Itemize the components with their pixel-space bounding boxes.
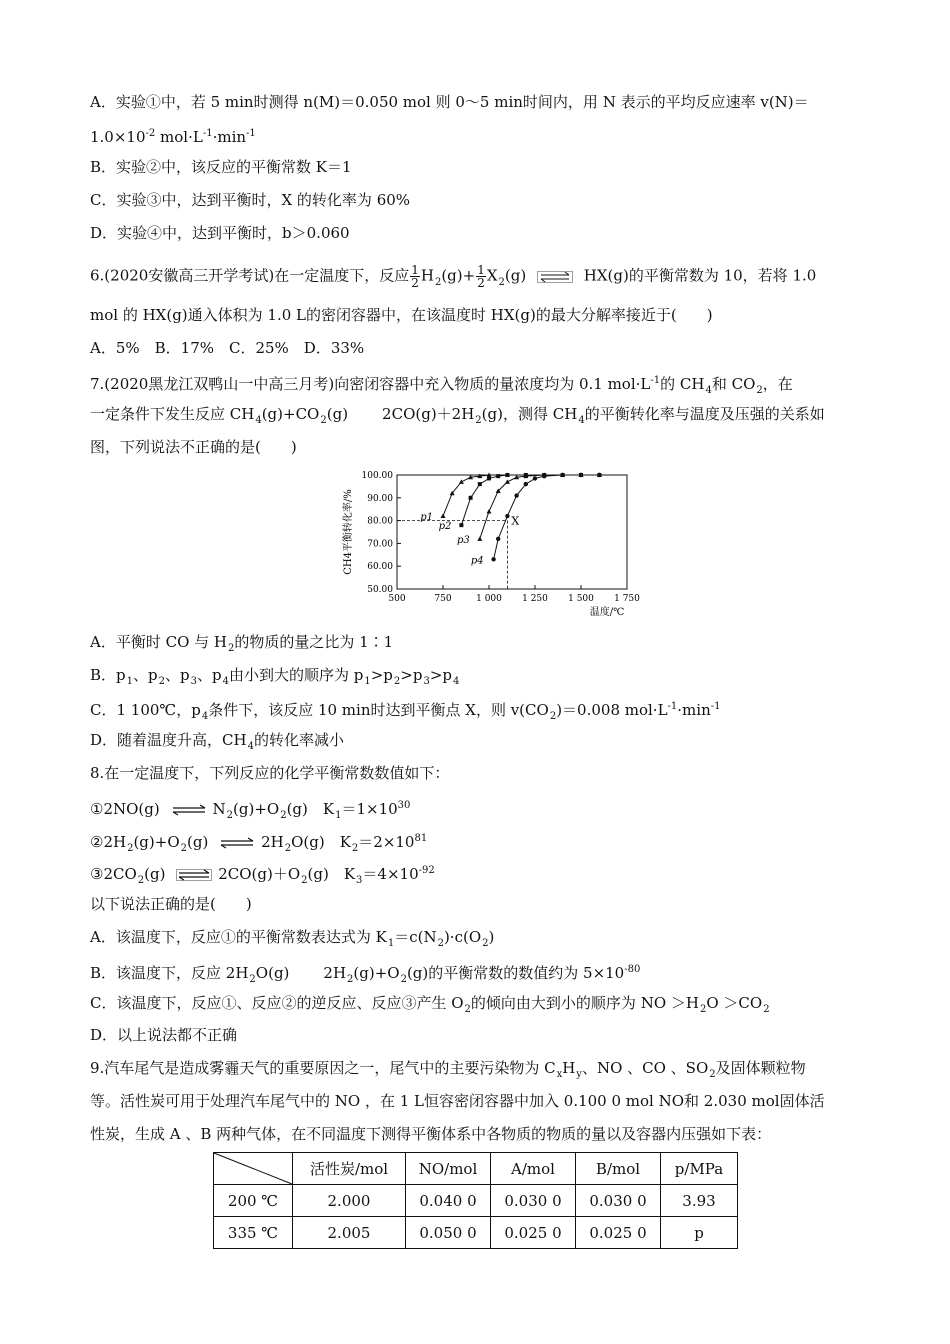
q5-option-a-line2: $1.0\times 10^{-2}$ $mol\cdot L^{-1}\cdot\min^{-1}$ bbox=[90, 128, 256, 146]
series-line-p3 bbox=[480, 475, 600, 539]
y-axis-label: CH4平衡转化率/% bbox=[343, 489, 354, 575]
q9-stem-line1: 9.汽车尾气是造成雾霾天气的重要原因之一，尾气中的主要污染物为 $C_xH_y$、NO 、CO 、$SO_2$及固体颗粒物 bbox=[90, 1059, 806, 1080]
data-point bbox=[505, 479, 510, 484]
data-point bbox=[533, 476, 537, 480]
q8-option-a: A．该温度下，反应①的平衡常数表达式为 $K_1=c(N_2)\cdot c(O_2)$ bbox=[90, 928, 495, 949]
data-point bbox=[524, 482, 528, 486]
y-tick-label: 50.00 bbox=[367, 585, 393, 595]
y-tick-label: 70.00 bbox=[367, 539, 393, 550]
y-tick-label: 90.00 bbox=[367, 493, 393, 504]
conversion-chart bbox=[337, 467, 640, 618]
data-point bbox=[560, 473, 564, 477]
x-tick-label: 1 000 bbox=[476, 594, 502, 604]
diagonal-header-cell bbox=[214, 1153, 293, 1185]
x-tick-label: 1 250 bbox=[522, 594, 548, 604]
data-point bbox=[487, 509, 492, 513]
q6-options: A．5% B．17% C．25% D．33% bbox=[90, 339, 365, 357]
q7-stem-line1: 7.(2020黑龙江双鸭山一中高三月考)向密闭容器中充入物质的量浓度均为 0.1 $mol\cdot L^{-1}$的 $CH_4$和 $CO_2$，在 bbox=[90, 375, 793, 396]
data-point bbox=[542, 474, 546, 478]
data-point bbox=[487, 476, 491, 480]
table-row bbox=[214, 1185, 738, 1217]
y-tick-label: 80.00 bbox=[367, 516, 393, 527]
y-tick-label: 60.00 bbox=[367, 562, 393, 573]
table-cell: 2.005 bbox=[293, 1217, 406, 1249]
equilibrium-arrow-icon bbox=[171, 804, 207, 816]
q7-option-b: B．$p_1$、$p_2$、$p_3$、$p_4$由小到大的顺序为 $p_1>p_2>p_3>p_4$ bbox=[90, 666, 460, 687]
data-point bbox=[491, 557, 495, 561]
q8-stem: 8.在一定温度下，下列反应的化学平衡常数数值如下： bbox=[90, 764, 450, 782]
q8-option-d: D．以上说法都不正确 bbox=[90, 1026, 238, 1044]
data-point bbox=[459, 479, 464, 484]
q5-option-b: B．实验②中，该反应的平衡常数 K＝1 bbox=[90, 158, 352, 176]
table-cell: 3.93 bbox=[661, 1185, 738, 1217]
q8-reaction-3: $③2CO_2(g)$ $2CO(g)+O_2(g)$ $K_3=4\times 10^{-92}$ bbox=[90, 865, 435, 886]
data-point bbox=[496, 474, 500, 478]
row-label: 200 ℃ bbox=[214, 1185, 293, 1217]
q7-option-a: A．平衡时 CO 与 $H_2$的物质的量之比为 1∶1 bbox=[90, 633, 394, 654]
x-axis-label: 温度/℃ bbox=[589, 607, 625, 618]
q7-stem-line2: 一定条件下发生反应 $CH_4(g)+CO_2(g)$ $2CO(g)+2H_2(g)$，测得 $CH_4$的平衡转化率与温度及压强的关系如 bbox=[90, 405, 825, 426]
data-point bbox=[514, 493, 518, 497]
q7-stem-line3: 图，下列说法不正确的是( ) bbox=[90, 438, 297, 456]
q6-stem-line2: mol 的 HX(g)通入体积为 1.0 L的密闭容器中，在该温度时 HX(g)的最大分解率接近于( ) bbox=[90, 306, 713, 324]
table-header-cell: B/mol bbox=[576, 1153, 661, 1185]
equilibrium-arrow-icon bbox=[176, 869, 212, 881]
q9-stem-line2: 等。活性炭可用于处理汽车尾气中的 NO ，在 1 L恒容密闭容器中加入 0.100 0 mol NO和 2.030 mol固体活 bbox=[90, 1092, 825, 1110]
data-point bbox=[469, 496, 473, 500]
table-cell: p bbox=[661, 1217, 738, 1249]
data-point bbox=[597, 473, 601, 477]
series-label: p3 bbox=[457, 534, 470, 546]
table-cell: 0.050 0 bbox=[406, 1217, 491, 1249]
table-row bbox=[214, 1217, 738, 1249]
x-tick-label: 500 bbox=[388, 594, 406, 604]
q9-stem-line3: 性炭，生成 A 、B 两种气体，在不同温度下测得平衡体系中各物质的物质的量以及容器内压强如下表： bbox=[90, 1125, 772, 1143]
x-tick-label: 750 bbox=[434, 594, 452, 604]
y-tick-label: 100.00 bbox=[361, 471, 393, 481]
q5-option-d: D．实验④中，达到平衡时，b＞0.060 bbox=[90, 224, 350, 242]
table-header-row bbox=[214, 1153, 738, 1185]
fraction-half: $\frac{1}{2}$ bbox=[477, 263, 485, 290]
point-x-label: X bbox=[511, 514, 520, 528]
data-point bbox=[478, 482, 482, 486]
row-label: 335 ℃ bbox=[214, 1217, 293, 1249]
series-line-p2 bbox=[461, 475, 599, 525]
data-point bbox=[459, 523, 463, 527]
q8-option-c: C．该温度下，反应①、反应②的逆反应、反应③产生 $O_2$的倾向由大到小的顺序为 NO $>H_2O >CO_2$ bbox=[90, 994, 770, 1015]
data-point bbox=[505, 473, 509, 477]
q7-option-c: C．1 100℃，$p_4$条件下，该反应 10 min时达到平衡点 X，则 $v(CO_2)=0.008$ $mol\cdot L^{-1}\cdot\min^{-1}$ bbox=[90, 701, 721, 722]
table-header-cell: A/mol bbox=[491, 1153, 576, 1185]
q7-option-d: D．随着温度升高，$CH_4$的转化率减小 bbox=[90, 731, 344, 752]
q8-option-b: B．该温度下，反应 $2H_2O(g)$ $2H_2(g)+O_2(g)$的平衡常数的数值约为 $5\times 10^{-80}$ bbox=[90, 964, 641, 985]
series-line-p4 bbox=[494, 475, 600, 559]
series-label: p1 bbox=[420, 512, 433, 524]
equilibrium-arrow-icon bbox=[537, 271, 573, 283]
equilibrium-arrow-icon bbox=[219, 837, 255, 849]
data-point bbox=[496, 537, 500, 541]
q6-stem-line1: 6.(2020安徽高三开学考试)在一定温度下，反应 $\frac{1}{2}$ $H_2(g)+$ $\frac{1}{2}$ $X_2(g)$ HX(g)的平衡常数为 10，若将 1.0 bbox=[90, 263, 817, 290]
series-label: p4 bbox=[470, 555, 484, 567]
table-cell: 0.025 0 bbox=[491, 1217, 576, 1249]
q5-option-c: C．实验③中，达到平衡时，X 的转化率为 60% bbox=[90, 191, 411, 209]
table-header-cell: NO/mol bbox=[406, 1153, 491, 1185]
table-header-cell: p/MPa bbox=[661, 1153, 738, 1185]
x-tick-label: 1 500 bbox=[568, 594, 594, 604]
q8-reaction-2: $②2H_2(g)+O_2(g)$ $2H_2O(g)$ $K_2=2\times 10^{81}$ bbox=[90, 833, 428, 854]
data-point bbox=[579, 473, 583, 477]
fraction-half: $\frac{1}{2}$ bbox=[411, 263, 419, 290]
x-tick-label: 1 750 bbox=[614, 594, 640, 604]
plot-frame bbox=[397, 475, 627, 589]
data-point bbox=[441, 514, 446, 519]
table-header-cell: 活性炭/mol bbox=[293, 1153, 406, 1185]
q8-ask: 以下说法正确的是( ) bbox=[90, 895, 252, 913]
data-point bbox=[477, 536, 482, 541]
data-point bbox=[505, 514, 509, 518]
table-cell: 0.030 0 bbox=[576, 1185, 661, 1217]
series-label: p2 bbox=[438, 521, 452, 533]
table-cell: 0.030 0 bbox=[491, 1185, 576, 1217]
table-cell: 0.025 0 bbox=[576, 1217, 661, 1249]
q5-option-a-line1: A．实验①中，若 5 min时测得 n(M)＝0.050 mol 则 0～5 min时间内，用 N 表示的平均反应速率 v(N)＝ bbox=[90, 93, 809, 111]
q8-reaction-1: ①2NO(g) $N_2(g)+O_2(g)$ $K_1=1\times 10^{30}$ bbox=[90, 800, 411, 821]
equilibrium-table bbox=[213, 1152, 738, 1249]
table-cell: 0.040 0 bbox=[406, 1185, 491, 1217]
table-cell: 2.000 bbox=[293, 1185, 406, 1217]
